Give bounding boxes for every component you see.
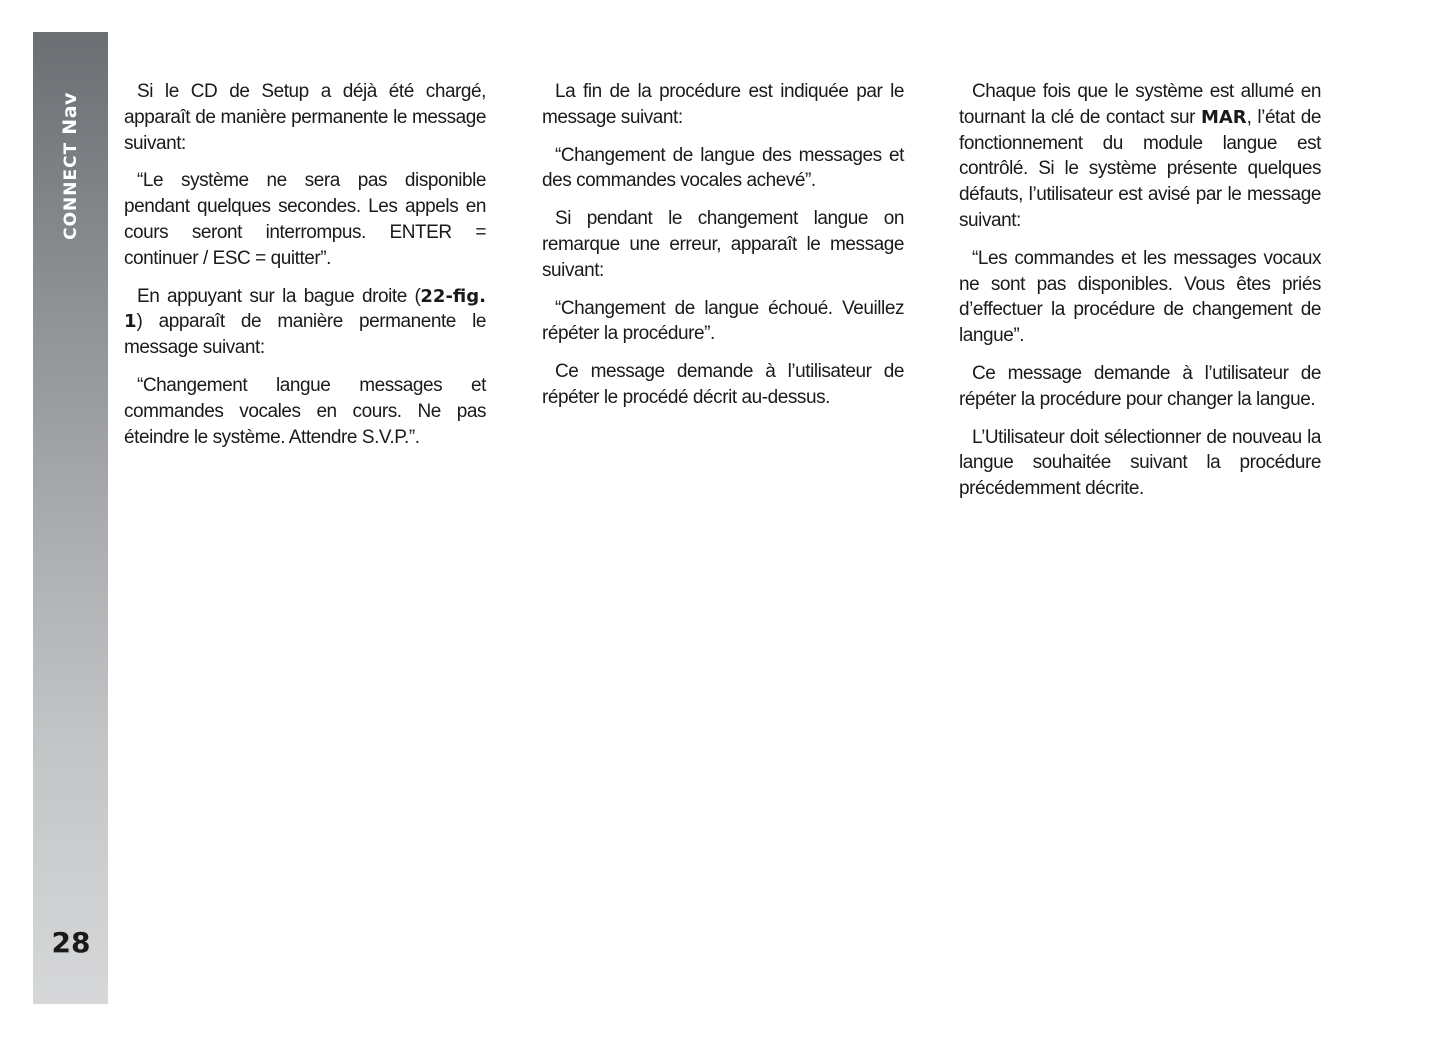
paragraph-text: En appuyant sur la bague droite ( bbox=[137, 285, 421, 307]
paragraph: Si pendant le changement langue on remarque une erreur, apparaît le message suivant: bbox=[542, 208, 904, 281]
paragraph: Si le CD de Setup a déjà été chargé, apparaît de manière permanente le message suivant: bbox=[124, 81, 486, 154]
page-number: 28 bbox=[51, 926, 91, 959]
text-column-3 bbox=[959, 79, 1321, 514]
paragraph-text: ) apparaît de manière permanente le message suivant: bbox=[124, 311, 486, 359]
text-column-2 bbox=[542, 79, 904, 423]
paragraph: “Changement langue messages et commandes vocales en cours. Ne pas éteindre le système. Attendre S.V.P.”. bbox=[124, 374, 486, 448]
paragraph: “Changement de langue des messages et des commandes vocales achevé”. bbox=[542, 144, 904, 192]
paragraph: “Changement de langue échoué. Veuillez répéter la procédure”. bbox=[542, 297, 904, 345]
text-column-1 bbox=[124, 79, 486, 462]
paragraph bbox=[959, 79, 1321, 234]
section-title bbox=[59, 92, 81, 240]
paragraph bbox=[124, 284, 486, 361]
paragraph: “Les commandes et les messages vocaux ne sont pas disponibles. Vous êtes priés d’effectuer la procédure de changement de langue”. bbox=[959, 247, 1321, 347]
ignition-position-label: MAR bbox=[1200, 106, 1247, 128]
paragraph-text: , l’état de fonctionnement du module langue est contrôlé. Si le système présente quelques défauts, l’utilisateur est avisé par le message suivant: bbox=[959, 106, 1322, 231]
paragraph-text: Chaque fois que le système est allumé en tournant la clé de contact sur bbox=[959, 81, 1321, 128]
section-title-caps: CONNECT bbox=[61, 141, 81, 240]
paragraph: Ce message demande à l’utilisateur de répéter le procédé décrit au-dessus. bbox=[542, 361, 904, 408]
figure-reference: 22-fig. 1 bbox=[124, 285, 486, 333]
paragraph: “Le système ne sera pas disponible pendant quelques secondes. Les appels en cours seront interrompus. ENTER = continuer / ESC = quitter”. bbox=[124, 170, 486, 269]
section-title-suffix: Nav bbox=[59, 92, 81, 142]
paragraph: L’Utilisateur doit sélectionner de nouveau la langue souhaitée suivant la procédure précédemment décrite. bbox=[959, 426, 1321, 500]
paragraph: Ce message demande à l’utilisateur de répéter la procédure pour changer la langue. bbox=[959, 362, 1321, 410]
paragraph: La fin de la procédure est indiquée par le message suivant: bbox=[542, 81, 904, 128]
